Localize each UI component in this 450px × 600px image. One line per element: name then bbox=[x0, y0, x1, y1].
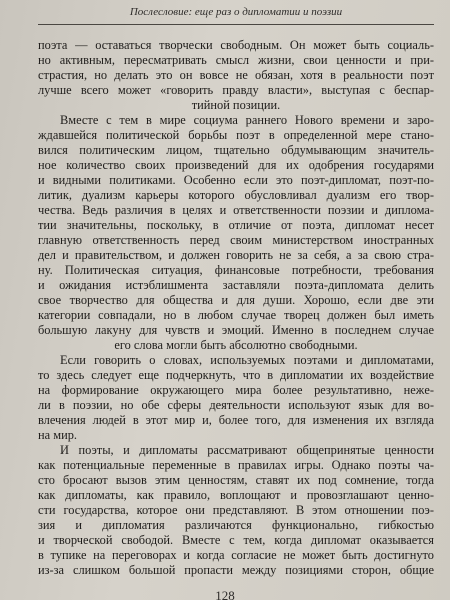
page-number: 128 bbox=[215, 588, 235, 600]
text-line: И поэты, и дипломаты рассматривают общепринятые ценности bbox=[60, 443, 434, 457]
text-line: ное количество своих произведений для их одобрения государями bbox=[38, 158, 434, 172]
header-rule bbox=[38, 24, 434, 25]
text-line: то здесь следует еще подчеркнуть, что в дипломатии их воздействие bbox=[38, 368, 434, 382]
text-line: и ожидания истэблишмента заставляли поэта-дипломата делить bbox=[38, 278, 434, 292]
text-line: на формирование окружающего мира более результативно, нежe- bbox=[38, 383, 434, 397]
text-line: чества. Ведь различия в целях и ответственности поэзии и диплома- bbox=[38, 203, 434, 217]
text-line: на мир. bbox=[38, 428, 77, 442]
text-line: категории совпадали, но в любом случае творец должен был иметь bbox=[38, 308, 434, 322]
text-line: сти государства, которое они представляют. В этом отношении поэ- bbox=[38, 503, 434, 517]
text-line: ждавшейся политической борьбы поэт в определенной мере стано- bbox=[38, 128, 434, 142]
text-line: из-за слишком большой пропасти между позициями сторон, общие bbox=[38, 563, 434, 577]
text-line: ну. Политическая ситуация, финансовые потребности, требования bbox=[38, 263, 434, 277]
text-line: ли в поэзии, но обе сферы деятельности используют язык для во- bbox=[38, 398, 434, 412]
text-line: сто бросают вызов этим ценностям, ставят их под сомнение, тогда bbox=[38, 473, 434, 487]
text-line: свое творчество для общества и для души. Хорошо, если две эти bbox=[38, 293, 434, 307]
text-line: Если говорить о словах, используемых поэтами и дипломатами, bbox=[60, 353, 434, 367]
text-line: тии значительны, поскольку, в отличие от поэта, дипломат несет bbox=[38, 218, 434, 232]
text-line: главную ответственность перед своим министерством иностранных bbox=[38, 233, 434, 247]
text-line: зия и дипломатия различаются функционально, гибкостью bbox=[38, 518, 434, 532]
text-line: его слова могли быть абсолютно свободными. bbox=[114, 338, 358, 352]
text-line: и творческой свободой. Вместе с тем, когда дипломат оказывается bbox=[38, 533, 434, 547]
text-line: страстия, но делать это он вовсе не обязан, хотя в реальности поэт bbox=[38, 68, 434, 82]
text-line: влечения людей в этот мир и, более того, для изменения их взгляда bbox=[38, 413, 434, 427]
running-header: Послесловие: еще раз о дипломатии и поэзии bbox=[129, 6, 343, 18]
text-line: Вместе с тем в мире социума раннего Нового времени и заро- bbox=[60, 113, 434, 127]
text-line: литик, дуализм карьеры которого обусловливал дуализм его твор- bbox=[38, 188, 434, 202]
text-line: вился политическим лицом, тщательно обдумывающим значитель- bbox=[38, 143, 434, 157]
text-line: как потенциальные переменные в правилах игры. Однако поэты ча- bbox=[38, 458, 434, 472]
text-line: поэта — оставаться творчески свободным. Он может быть социаль- bbox=[38, 38, 434, 52]
text-line: дел и правительством, и должен говорить не за себя, а за свою стра- bbox=[38, 248, 434, 262]
text-line: но активным, пересматривать смысл жизни, свои ценности и при- bbox=[38, 53, 434, 67]
body-text bbox=[38, 38, 434, 578]
text-line: как дипломаты, как правило, воплощают и провозглашают ценно- bbox=[38, 488, 434, 502]
text-line: лучше всего может «говорить правду власти», выступая с беспар- bbox=[38, 83, 434, 97]
text-line: и видными политиками. Особенно если это поэт-дипломат, поэт-по- bbox=[38, 173, 434, 187]
text-line: в тупике на переговорах и когда согласие не может быть достигнуто bbox=[38, 548, 434, 562]
text-line: тийной позиции. bbox=[191, 98, 281, 112]
text-line: большую лакуну для чувств и эмоций. Именно в последнем случае bbox=[38, 323, 434, 337]
